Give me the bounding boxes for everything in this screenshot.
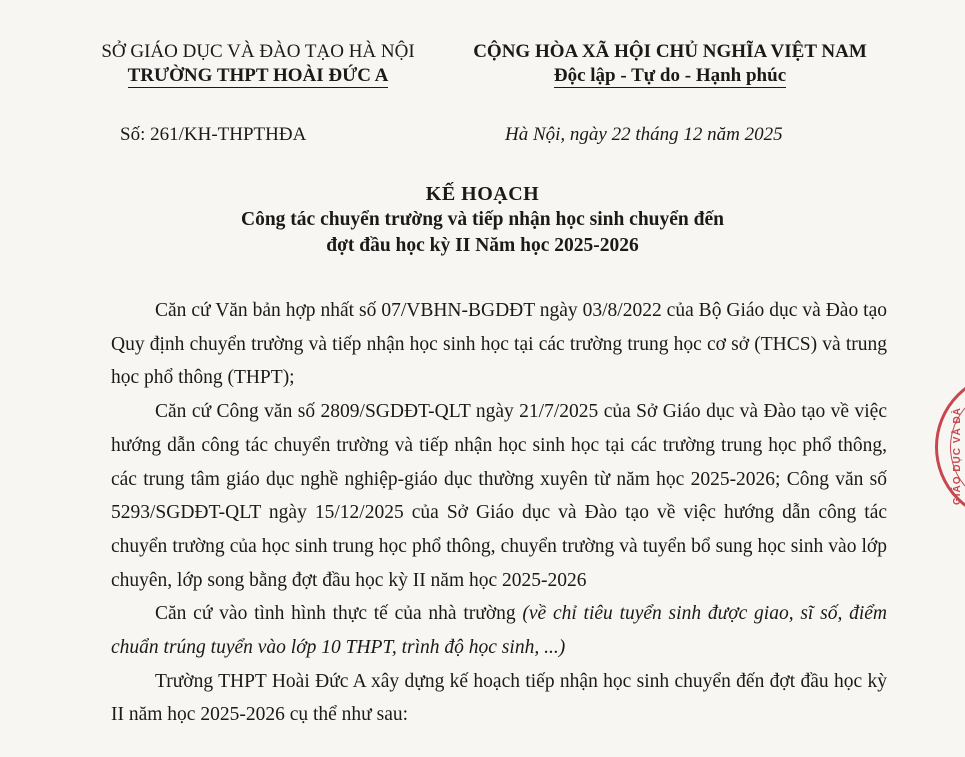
department-name: SỞ GIÁO DỤC VÀ ĐÀO TẠO HÀ NỘI — [101, 41, 415, 62]
paragraph-3-text: Căn cứ vào tình hình thực tế của nhà trường — [155, 603, 523, 625]
title-subtitle-line1: Công tác chuyển trường và tiếp nhận học sinh chuyển đến — [241, 209, 724, 230]
paragraph-legal-basis-1: Căn cứ Văn bản hợp nhất số 07/VBHN-BGDĐT ngày 03/8/2022 của Bộ Giáo dục và Đào tạo Quy định chuyển trường và tiếp nhận học sinh học tại các trường trung học cơ sở (THCS) và trung học phổ thông (THPT); — [111, 300, 887, 389]
issuer-header — [78, 40, 438, 88]
paragraph-legal-basis-2: Căn cứ Công văn số 2809/SGDĐT-QLT ngày 21/7/2025 của Sở Giáo dục và Đào tạo về việc hướng dẫn công tác chuyển trường và tiếp nhận học sinh học tại các trường trung học phổ thông, các trung tâm giáo dục nghề nghiệp-giáo dục thường xuyên từ năm học 2025-2026; Công văn số 5293/SGDĐT-QLT ngày 15/12/2025 của Sở Giáo dục và Đào tạo về việc hướng dẫn công tác chuyển trường của học sinh trung học phổ thông, chuyển trường và tuyển bổ sung học sinh vào lớp chuyên, lớp song bằng đợt đầu học kỳ II năm học 2025-2026 — [111, 401, 887, 591]
title-main: KẾ HOẠCH — [425, 183, 540, 205]
motto: Độc lập - Tự do - Hạnh phúc — [553, 65, 787, 86]
document-title — [0, 181, 965, 259]
seal-text: GIÁO DỤC VÀ ĐÀ — [952, 407, 963, 505]
paragraph-legal-basis-3 — [111, 597, 887, 664]
document-body — [111, 294, 887, 732]
document-number: Số: 261/KH-THPTHĐA — [120, 124, 307, 145]
national-header — [440, 40, 900, 88]
official-seal-stamp — [935, 372, 965, 522]
paragraph-3-italic: (về chỉ tiêu tuyển sinh được giao, sĩ số, điểm chuẩn trúng tuyển vào lớp 10 THPT, trình độ học sinh, ...) — [111, 603, 887, 659]
document-date: Hà Nội, ngày 22 tháng 12 năm 2025 — [505, 124, 783, 145]
paragraph-intro: Trường THPT Hoài Đức A xây dựng kế hoạch tiếp nhận học sinh chuyển đến đợt đầu học kỳ II năm học 2025-2026 cụ thể như sau: — [111, 670, 887, 726]
title-subtitle-line2: đợt đầu học kỳ II Năm học 2025-2026 — [326, 235, 639, 256]
country-name: CỘNG HÒA XÃ HỘI CHỦ NGHĨA VIỆT NAM — [473, 41, 867, 62]
school-name: TRƯỜNG THPT HOÀI ĐỨC A — [127, 65, 389, 86]
